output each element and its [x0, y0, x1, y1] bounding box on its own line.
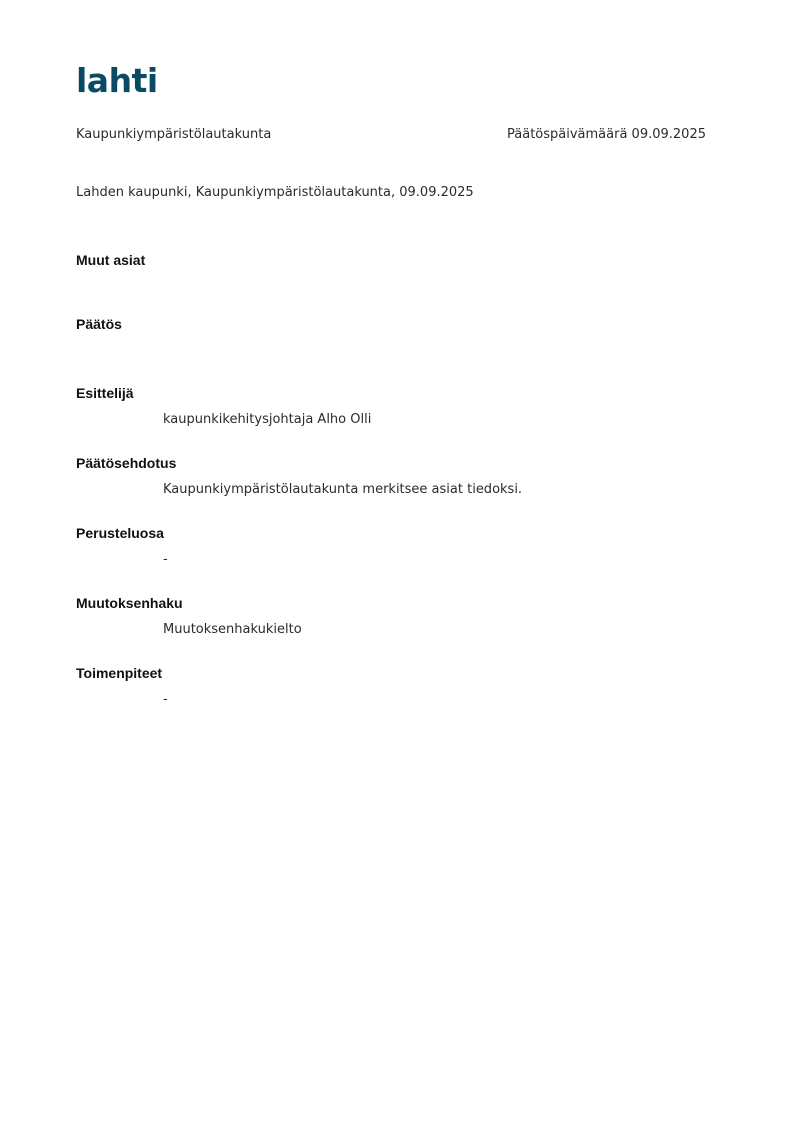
board-name: Kaupunkiympäristölautakunta — [76, 127, 272, 142]
section-text-appeal: Muutoksenhakukielto — [163, 622, 302, 637]
section-heading-reasoning: Perusteluosa — [76, 525, 164, 541]
section-heading-presenter: Esittelijä — [76, 385, 134, 401]
section-heading-proposal: Päätösehdotus — [76, 455, 177, 471]
section-heading-actions: Toimenpiteet — [76, 665, 163, 681]
decision-date: Päätöspäivämäärä 09.09.2025 — [507, 127, 706, 142]
category-heading: Muut asiat — [76, 252, 146, 268]
section-heading-appeal: Muutoksenhaku — [76, 595, 183, 611]
section-text-reasoning: - — [163, 552, 168, 567]
lahti-logo: lahti — [76, 61, 158, 100]
section-text-presenter: kaupunkikehitysjohtaja Alho Olli — [163, 412, 372, 427]
section-text-actions: - — [163, 692, 168, 707]
document-meta-line: Lahden kaupunki, Kaupunkiympäristölautakunta, 09.09.2025 — [76, 185, 474, 200]
decision-heading: Päätös — [76, 316, 122, 332]
section-text-proposal: Kaupunkiympäristölautakunta merkitsee asiat tiedoksi. — [163, 482, 523, 497]
